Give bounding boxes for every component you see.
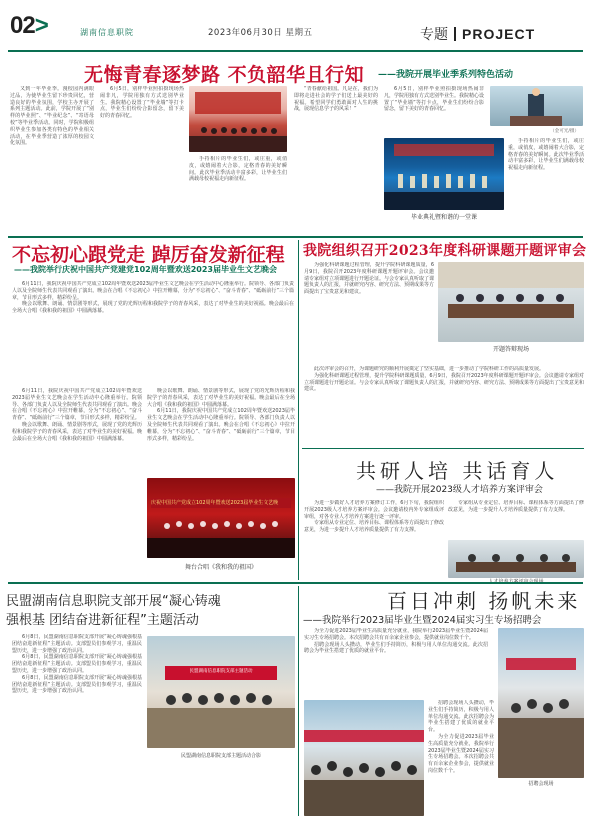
photo-group-art: [147, 636, 295, 748]
article5-title-line2: 强根基 团结奋进新征程”主题活动: [6, 613, 199, 628]
photo-speech-art: [490, 86, 583, 126]
article1-subtitle: ——我院开展毕业季系列特色活动: [378, 70, 514, 80]
article2-photo-banner: 庆祝中国共产党成立102周年暨欢送2023届毕业生文艺晚: [151, 500, 279, 506]
article5-photo-banner: 民盟湖南信息职院支部主题活动: [189, 669, 253, 674]
photo-stage-art: [384, 138, 504, 210]
article2-photo-gala: [147, 478, 295, 558]
article1-photo3-caption: 毕业典礼暨和谐的一堂课: [410, 214, 477, 221]
article1-text-col6: 手持相片的毕业生们，或庄重，或俏皮，或嬉闹着大合影，定格青春的美好瞬间。此次毕业季活动丰富多彩，让毕业生们满载母校祝福走向新征程。: [508, 138, 584, 172]
article1-bottom-rule: [8, 236, 583, 238]
article2-text-left: 6月11日，我院庆祝中国共产党成立102周年暨欢送2023届毕业生文艺晚会在学生活动中心隆重举行。院领导、各部门负责人以及全院师生代表共同观看了演出。晚会在合唱《不忘初心》中拉开帷幕，分为“不忘初心”、“奋斗青春”、“砥砺前行”三个篇章，节目形式多样，精彩纷呈。 晚会以歌舞、朗诵、情景剧等形式，展现了党的光辉历程和我院学子的青春风采，表达了对毕业生的美好祝福。晚会最后在全场大合唱《我和我的祖国》中圆满落幕。: [12, 388, 142, 442]
article3-text-left: 为强化科研课题过程管理，提升学院科研课题质量，6月9日，我院召开2023年度科研课题开题评审会。会议邀请专家组对立项课题进行开题论证。与会专家认真听取了课题负责人的汇报，并就研究内容、研究方法、预期成果等方面提出了宝贵意见和建议。: [304, 262, 434, 296]
article1-text-col5: 6月5日，别样毕业照拍摄现场热闹非凡，学院用独有方式送别毕业生。我院精心设置了“毕业墙”等打卡点，毕业生们纷纷合影留念，留下美好的青春回忆。: [384, 86, 484, 113]
article1-text-col2: 6月5日，别样毕业照拍摄现场热闹非凡，学院用独有方式送别毕业生。我院精心设置了“毕业墙”等打卡点，毕业生们纷纷合影留念，留下美好的青春回忆。: [100, 86, 184, 120]
article1-text-col4: “青春献给祖国。凡是在，我们为即将走进社会的学子们送上最美好的祝福。希望同学们勇敢面对人生的挑战，展现信息学子的风采！”: [294, 86, 378, 113]
article1-photo-speech: [490, 86, 583, 126]
article1-photo2-credit: （金可光/摄）: [550, 129, 580, 134]
article5-text: 6月8日，民盟湖南信息职院支部开展“凝心铸魂强根基 团结奋进新征程”主题活动。支部盟员们参观学习，重温民盟历史，进一步增强了政治认同。 6月8日，民盟湖南信息职院支部开展“凝心铸魂强根基 团结奋进新征程”主题活动。支部盟员们参观学习，重温民盟历史，进一步增强了政治认同。 6月8日，民盟湖南信息职院支部开展“凝心铸魂强根基 团结奋进新征程”主题活动。支部盟员们参观学习，重温民盟历史，进一步增强了政治认同。: [12, 634, 142, 695]
article3-photo-caption: 开题答辩现场: [492, 346, 529, 353]
article1-text-col1: 又到一年毕业季。漫校园内满眼过品，为使毕业生留下珍贵回忆，营造良好的毕业氛围，学校主办开展了系列主题活动。此前，学院开展了“别样的毕业照”、“毕业纪念”、“寄语母校”等毕业季活动。同时，学院积极组织毕业生参加各类有特色的毕业相关活动，在毕业季营造了浓厚的校园文化氛围。: [10, 86, 94, 147]
article1-photo-stage: [384, 138, 504, 210]
article1-text-col3: 手持相片的毕业生们，或庄重，或俏皮，或嬉闹着大合影，定格青春的美好瞬间。此次毕业季活动丰富多彩，让毕业生们满载母校祝福走向新征程。: [189, 156, 287, 183]
article4-text-right: 专家组从专业定位、培养目标、课程体系等方面提出了修改意见，为进一步提升人才培养质量提供了有力支撑。: [448, 500, 584, 513]
photo-fair-art: [498, 628, 584, 778]
article1-title: 无悔青春逐梦路 不负韶华且行知: [84, 64, 365, 86]
photo-ceremony-art: [189, 86, 287, 152]
paper-name: 湖南信息职院: [80, 28, 134, 37]
section-label: 专题 PROJECT: [420, 26, 536, 43]
column-divider: [298, 240, 299, 580]
page-number: 02>: [10, 12, 48, 39]
article4-title: 共研人培 共话育人: [356, 459, 559, 483]
issue-date: 2023年06月30日 星期五: [208, 28, 313, 38]
article3-text-bottom: 此次评审会的召开，为课题研究的顺利开展奠定了坚实基础，进一步推动了学院科研工作的高质量发展。 为强化科研课题过程管理，提升学院科研课题质量，6月9日，我院召开2023年度科研课题开题评审会。会议邀请专家组对立项课题进行开题论证。与会专家认真听取了课题负责人的汇报，并就研究内容、研究方法、预期成果等方面提出了宝贵意见和建议。: [304, 366, 584, 393]
article2-photo-caption: 舞台合唱《我和我的祖国》: [184, 564, 257, 571]
photo-review-art: [448, 540, 584, 578]
article6-photo-fair: [498, 628, 584, 778]
lower-section-rule: [8, 582, 583, 584]
article3-photo-meeting: [438, 262, 584, 342]
article6-subtitle: ——我院举行2023届毕业生暨2024届实习生专场招聘会: [303, 615, 542, 626]
article6-photo-crowd: [304, 700, 424, 816]
article6-title: 百日冲刺 扬帆未来: [387, 589, 581, 613]
article4-photo-review: [448, 540, 584, 578]
article2-title: 不忘初心跟党走 踔厉奋发新征程: [12, 244, 285, 266]
article4-subtitle: ——我院开展2023级人才培养方案评审会: [376, 485, 543, 495]
masthead-rule: [8, 50, 583, 52]
article6-photo-caption: 招聘会现场: [528, 781, 554, 787]
photo-gala-art: [147, 478, 295, 558]
article5-title-line1: 民盟湖南信息职院支部开展“凝心铸魂: [6, 594, 221, 609]
masthead: [0, 0, 591, 48]
article4-text-left: 为进一步做好人才培养方案修订工作，6月下旬，我院组织开展2023级人才培养方案评审会。会议邀请校内外专家组成评审组，对各专业人才培养方案进行逐一评审。 专家组从专业定位、培养目标、课程体系等方面提出了修改意见，为进一步提升人才培养质量提供了有力支撑。: [304, 500, 444, 534]
photo-meeting-art: [438, 262, 584, 342]
article5-photo-group: [147, 636, 295, 748]
article2-text-top: 6月11日，我院庆祝中国共产党成立102周年暨欢送2023届毕业生文艺晚会在学生活动中心隆重举行。院领导、各部门负责人以及全院师生代表共同观看了演出。晚会在合唱《不忘初心》中拉开帷幕，分为“不忘初心”、“奋斗青春”、“砥砺前行”三个篇章，节目形式多样，精彩纷呈。 晚会以歌舞、朗诵、情景剧等形式，展现了党的光辉历程和我院学子的青春风采，表达了对毕业生的美好祝福。晚会最后在全场大合唱《我和我的祖国》中圆满落幕。: [12, 281, 294, 315]
article2-text-right: 晚会以歌舞、朗诵、情景剧等形式，展现了党的光辉历程和我院学子的青春风采，表达了对毕业生的美好祝福。晚会最后在全场大合唱《我和我的祖国》中圆满落幕。 6月11日，我院庆祝中国共产党成立102周年暨欢送2023届毕业生文艺晚会在学生活动中心隆重举行。院领导、各部门负责人以及全院师生代表共同观看了演出。晚会在合唱《不忘初心》中拉开帷幕，分为“不忘初心”、“奋斗青春”、“砥砺前行”三个篇章，节目形式多样，精彩纷呈。: [147, 388, 295, 442]
page-arrow: >: [34, 12, 48, 39]
article1-photo-ceremony: [189, 86, 287, 152]
article6-text-mid: 招聘会现场人头攒动，毕业生们手持简历，积极与用人单位沟通交流。此次招聘会为毕业生搭建了优质的就业平台。 为全力促进2023届毕业生高质量充分就业，我院举行2023届毕业生暨2024届实习生专场招聘会。本次招聘会共有百余家企业参会，提供就业岗位数千个。: [428, 700, 494, 774]
article3-title: 我院组织召开2023年度科研课题开题评审会: [303, 243, 587, 259]
article6-text-top: 为全力促进2023届毕业生高质量充分就业，我院举行2023届毕业生暨2024届实习生专场招聘会。本次招聘会共有百余家企业参会，提供就业岗位数千个。 招聘会现场人头攒动，毕业生们手持简历，积极与用人单位沟通交流。此次招聘会为毕业生搭建了优质的就业平台。: [304, 628, 488, 655]
article2-subtitle: ——我院举行庆祝中国共产党建党102周年暨欢送2023届毕业生文艺晚会: [14, 265, 277, 274]
article5-photo-caption: 民盟湖南信息职院支部主题活动合影: [180, 753, 261, 759]
photo-crowd-art: [304, 700, 424, 816]
lower-column-divider: [298, 586, 299, 816]
article3-bottom-rule: [302, 448, 584, 449]
